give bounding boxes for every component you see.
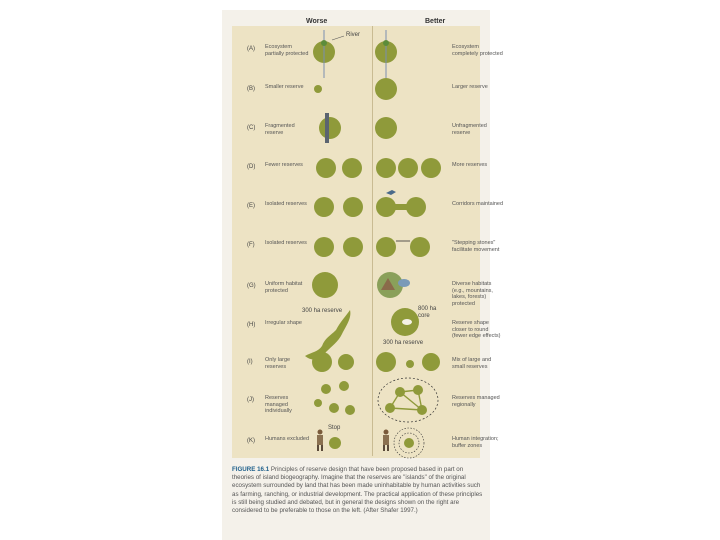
label-a-worse: Ecosystem partially protected	[265, 44, 309, 57]
reserve-e-better-1	[376, 197, 396, 217]
label-k-worse: Humans excluded	[265, 436, 310, 442]
row-letter-b: (B)	[247, 86, 255, 92]
river-pointer	[332, 36, 344, 40]
river-label: River	[346, 32, 361, 38]
reserve-g-worse	[312, 272, 338, 298]
row-letter-f: (F)	[247, 242, 255, 248]
label-j-worse: Reserves managed individually	[265, 395, 292, 414]
reserve-c-better	[375, 117, 397, 139]
header-better: Better	[425, 18, 446, 25]
tree-icon	[383, 40, 389, 46]
h-core-label: 800 ha core	[418, 306, 437, 319]
label-i-worse: Only large reserves	[265, 357, 291, 370]
reserve-f-worse-1	[314, 237, 334, 257]
label-i-better: Mix of large and small reserves	[452, 357, 492, 370]
label-g-worse: Uniform habitat protected	[265, 281, 303, 294]
bird-icon	[386, 190, 396, 195]
reserve-b-worse	[314, 85, 322, 93]
reserve-d-worse-2	[342, 158, 362, 178]
reserve-e-worse-1	[314, 197, 334, 217]
label-k-better: Human integration; buffer zones	[452, 436, 499, 449]
reserve-i-better-2	[406, 360, 414, 368]
reserve-j-worse-4	[329, 403, 339, 413]
label-j-better: Reserves managed regionally	[452, 395, 500, 408]
label-f-worse: Isolated reserves	[265, 240, 307, 246]
label-f-better: "Stepping stones" facilitate movement	[452, 240, 500, 253]
label-h-worse: Irregular shape	[265, 320, 302, 326]
row-letter-i: (I)	[247, 359, 253, 365]
row-letter-c: (C)	[247, 125, 256, 131]
header-worse: Worse	[306, 18, 328, 25]
label-d-worse: Fewer reserves	[265, 162, 303, 168]
label-b-better: Larger reserve	[452, 84, 488, 90]
reserve-j-worse-3	[314, 399, 322, 407]
reserve-d-better-1	[376, 158, 396, 178]
label-c-better: Unfragmented reserve	[452, 123, 487, 136]
reserve-f-better-1	[376, 237, 396, 257]
reserve-i-worse-1	[312, 352, 332, 372]
figure-caption	[232, 466, 484, 515]
human-icon	[317, 430, 323, 452]
label-e-worse: Isolated reserves	[265, 201, 307, 207]
reserve-k-better-core	[404, 438, 414, 448]
lake-icon	[398, 279, 410, 287]
row-letter-j: (J)	[247, 397, 254, 403]
regional-boundary	[378, 378, 438, 422]
human-icon	[383, 430, 389, 452]
reserve-i-worse-2	[338, 354, 354, 370]
reserve-j-worse-5	[345, 405, 355, 415]
tree-icon	[321, 40, 327, 46]
h-better-reserve-label: 300 ha reserve	[383, 340, 424, 346]
label-d-better: More reserves	[452, 162, 488, 168]
row-letter-g: (G)	[247, 283, 256, 289]
reserve-h-worse	[305, 310, 350, 359]
reserve-b-better	[375, 78, 397, 100]
reserve-f-worse-2	[343, 237, 363, 257]
label-g-better: Diverse habitats (e.g., mountains, lakes, forests) protected	[452, 281, 493, 307]
reserve-i-better-1	[376, 352, 396, 372]
reserve-j-worse-2	[339, 381, 349, 391]
figure-number: FIGURE 16.1	[232, 466, 270, 473]
row-letter-h: (H)	[247, 322, 256, 328]
reserve-f-better-2	[410, 237, 430, 257]
reserve-e-better-2	[406, 197, 426, 217]
label-c-worse: Fragmented reserve	[265, 123, 295, 136]
row-letter-d: (D)	[247, 164, 256, 170]
caption-text: Principles of reserve design that have been proposed based in part on theories of island biogeography. Imagine that the reserves are "islands" of the original ecosystem surrounded by land that has been made uninhabitable by human activities such as farming, ranching, or industrial development. The practical application of these principles is still being studied and debated, but in general the designs shown on the right are considered to be preferable to those on the left. (After Shafer 1997.)	[232, 466, 483, 515]
label-h-better: Reserve shape closer to round (fewer edge effects)	[452, 320, 501, 339]
reserve-j-worse-1	[321, 384, 331, 394]
reserve-j-better	[413, 385, 423, 395]
label-b-worse: Smaller reserve	[265, 84, 304, 90]
label-e-better: Corridors maintained	[452, 201, 504, 207]
reserve-i-better-3	[422, 353, 440, 371]
k-stop-label: Stop	[328, 425, 341, 431]
label-a-better: Ecosystem completely protected	[452, 44, 503, 57]
reserve-j-better	[417, 405, 427, 415]
road-fragment	[325, 113, 329, 143]
reserve-d-better-3	[421, 158, 441, 178]
row-letter-k: (K)	[247, 438, 255, 444]
reserve-d-better-2	[398, 158, 418, 178]
row-letter-a: (A)	[247, 46, 255, 52]
reserve-j-better	[385, 403, 395, 413]
reserve-d-worse-1	[316, 158, 336, 178]
h-worse-reserve-label: 300 ha reserve	[302, 308, 343, 314]
row-letter-e: (E)	[247, 203, 255, 209]
reserve-k-worse	[329, 437, 341, 449]
reserve-j-better	[395, 387, 405, 397]
reserve-c-worse	[319, 117, 341, 139]
reserve-e-worse-2	[343, 197, 363, 217]
core-area	[402, 319, 412, 325]
